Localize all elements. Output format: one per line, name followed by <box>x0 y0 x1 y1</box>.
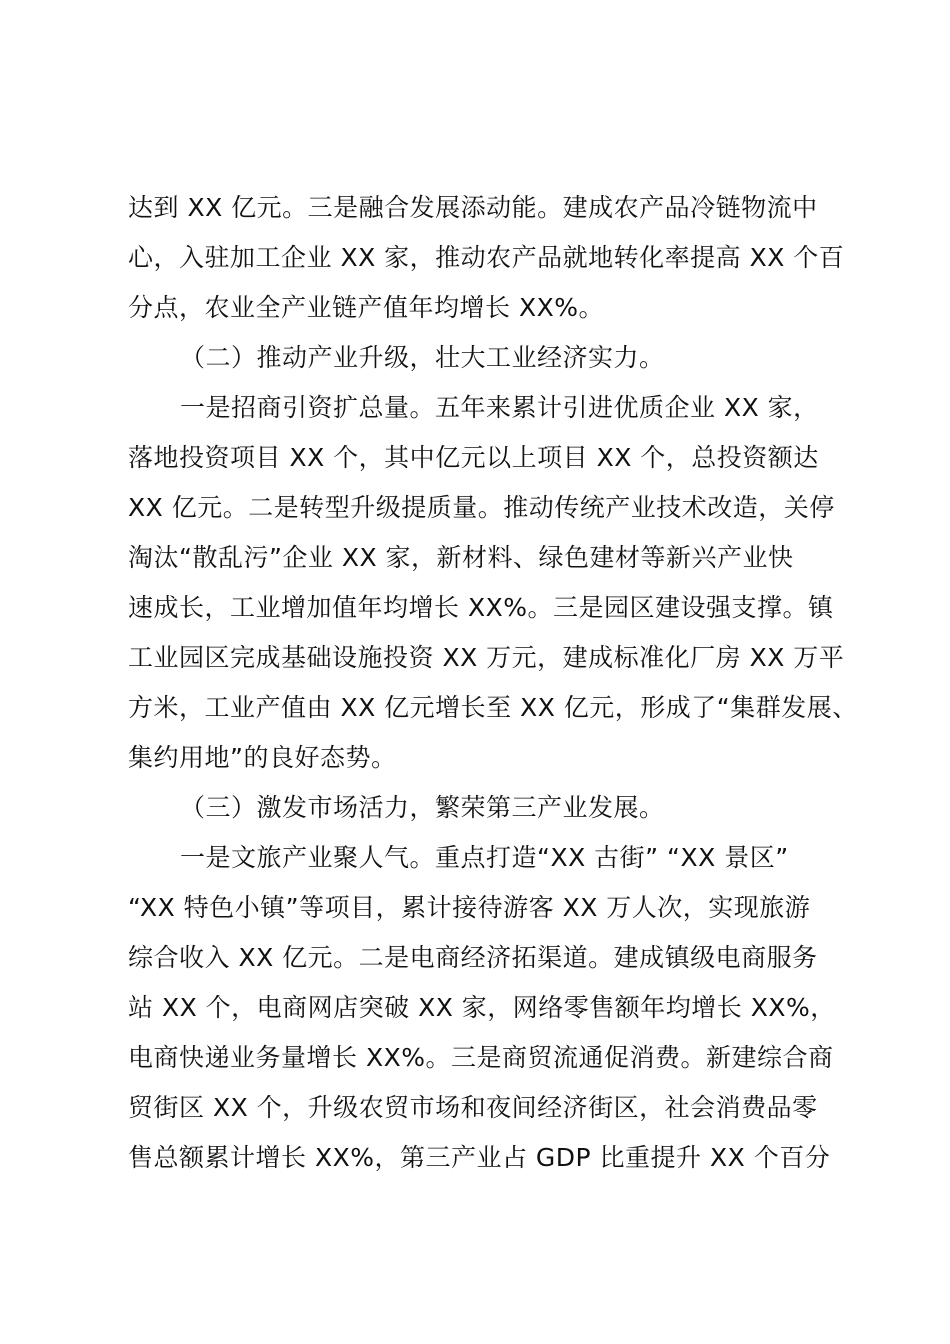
text-line: “XX 特色小镇”等项目，累计接待游客 XX 万人次，实现旅游 <box>128 893 811 922</box>
text-line: 落地投资项目 XX 个，其中亿元以上项目 XX 个，总投资额达 <box>128 443 819 472</box>
text-line: 一是招商引资扩总量。五年来累计引进优质企业 XX 家， <box>180 393 819 422</box>
text-line: 分点，农业全产业链产值年均增长 XX%。 <box>128 293 604 322</box>
text-line: XX 亿元。二是转型升级提质量。推动传统产业技术改造，关停 <box>128 493 835 522</box>
text-line: 综合收入 XX 亿元。二是电商经济拓渠道。建成镇级电商服务 <box>128 943 818 972</box>
text-line: 方米，工业产值由 XX 亿元增长至 XX 亿元，形成了“集群发展、 <box>128 693 858 722</box>
text-line: 贸街区 XX 个，升级农贸市场和夜间经济街区，社会消费品零 <box>128 1093 818 1122</box>
section-heading: （三）激发市场活力，繁荣第三产业发展。 <box>180 793 665 822</box>
text-line: 淘汰“散乱污”企业 XX 家，新材料、绿色建材等新兴产业快 <box>128 543 794 572</box>
text-line: 达到 XX 亿元。三是融合发展添动能。建成农产品冷链物流中 <box>128 193 818 222</box>
text-line: 速成长，工业增加值年均增长 XX%。三是园区建设强支撑。镇 <box>128 593 834 622</box>
text-line: 心，入驻加工企业 XX 家，推动农产品就地转化率提高 XX 个百 <box>128 243 845 272</box>
text-line: 电商快递业务量增长 XX%。三是商贸流通促消费。新建综合商 <box>128 1043 834 1072</box>
text-line: 站 XX 个，电商网店突破 XX 家，网络零售额年均增长 XX%， <box>128 993 836 1022</box>
text-line: 一是文旅产业聚人气。重点打造“XX 古街” “XX 景区” <box>180 843 789 872</box>
text-line: 售总额累计增长 XX%，第三产业占 GDP 比重提升 XX 个百分 <box>128 1143 831 1172</box>
section-heading: （二）推动产业升级，壮大工业经济实力。 <box>180 343 665 372</box>
text-line: 集约用地”的良好态势。 <box>128 743 397 772</box>
text-line: 工业园区完成基础设施投资 XX 万元，建成标准化厂房 XX 万平 <box>128 643 845 672</box>
